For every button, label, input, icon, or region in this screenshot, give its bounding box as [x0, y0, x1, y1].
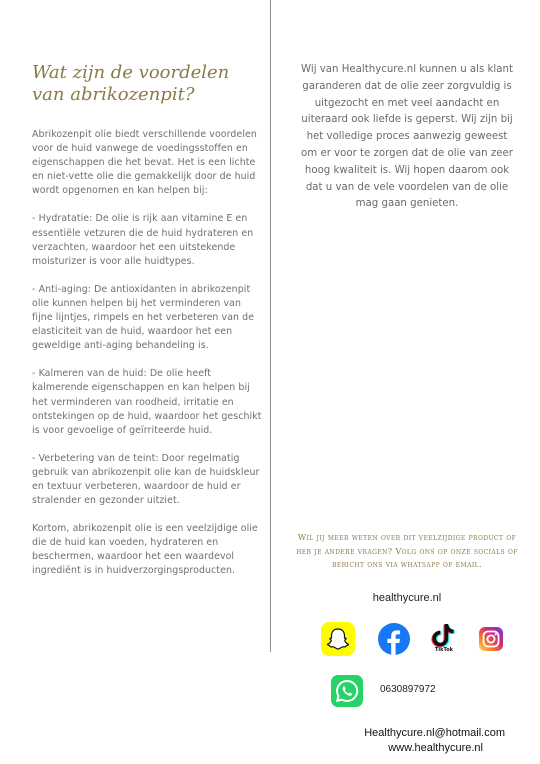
column-divider: [270, 0, 271, 652]
facebook-icon[interactable]: [377, 622, 411, 656]
benefit-calming: - Kalmeren van de huid: De olie heeft kalmerende eigenschappen en kan helpen bij het verminderen van roodheid, irritatie en ontstekingen op de huid, waardoor het geschikt is voor gevoelige of geïrriteerde huid.: [32, 368, 262, 436]
benefits-text: [32, 128, 262, 593]
benefit-hydration: - Hydratatie: De olie is rijk aan vitamine E en essentiële vetzuren die de huid hydrateren en verzachten, waardoor het een uitstekende moisturizer is voor alle huidtypes.: [32, 213, 254, 267]
website-link[interactable]: www.healthycure.nl: [388, 742, 483, 754]
snapchat-icon[interactable]: [321, 622, 355, 656]
conclusion-paragraph: Kortom, abrikozenpit olie is een veelzijdige olie die de huid kan voeden, hydrateren en beschermen, waardoor het een waardevol ingrediënt is in huidverzorgingsproducten.: [32, 523, 258, 577]
contact-heading: Wil jij meer weten over dit veelzijdige product of heb je andere vragen? Volg ons op onze socials of bericht ons via whatsapp of email.: [296, 533, 518, 569]
whatsapp-icon[interactable]: [331, 675, 363, 707]
benefit-anti-aging: - Anti-aging: De antioxidanten in abrikozenpit olie kunnen helpen bij het verminderen van fijne lijntjes, rimpels en het verbeteren van de elasticiteit van de huid, waardoor het een geweldige anti-aging behandeling is.: [32, 283, 255, 352]
site-name: healthycure.nl: [372, 592, 442, 604]
phone-number: 0630897972: [380, 684, 436, 695]
benefit-complexion: - Verbetering van de teint: Door regelmatig gebruik van abrikozenpit olie kan de huidskleur en textuur verbeteren, waardoor de huid er stralender en gezonder uitziet.: [32, 452, 260, 507]
instagram-icon[interactable]: [479, 627, 503, 651]
guarantee-paragraph: Wij van Healthycure.nl kunnen u als klant garanderen dat de olie zeer zorgvuldig is uitgezocht en met veel aandacht en uiteraard ook liefde is geperst. Wij zijn bij het volledige proces aanwezig geweest om er voor te zorgen dat de olie van zeer hoog kwaliteit is. Wij hopen daarom ook dat u van de vele voordelen van de olie mag gaan genieten.: [301, 64, 513, 210]
intro-paragraph: Abrikozenpit olie biedt verschillende voordelen voor de huid vanwege de voedingsstoffen en eigenschappen die het bevat. Het is een lichte en niet-vette olie die gemakkelijk door de huid wordt opgenomen en kan helpen bij:: [32, 129, 257, 197]
tiktok-icon[interactable]: [430, 622, 458, 656]
tiktok-label: TikTok: [435, 647, 453, 653]
email-link[interactable]: Healthycure.nl@hotmail.com: [364, 727, 505, 739]
page-title: Wat zijn de voordelen van abrikozenpit?: [32, 62, 230, 105]
